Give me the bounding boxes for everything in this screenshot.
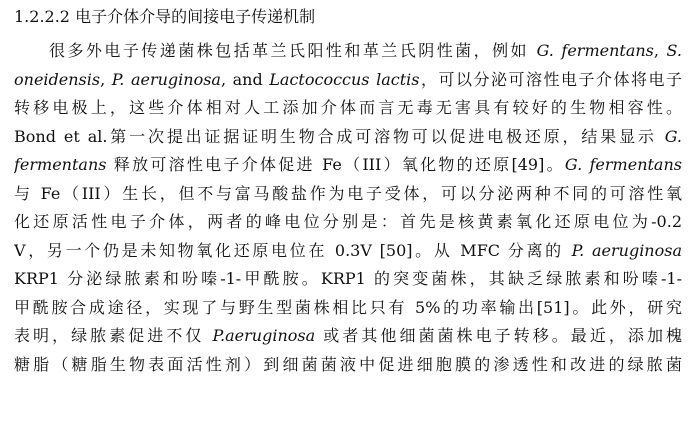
text-line	[14, 37, 682, 66]
italic-species-name: fermentans	[14, 155, 107, 174]
italic-species-name: G. fermentans	[536, 41, 654, 60]
text-run: 与 Fe（III）生长，但不与富马酸盐作为电子受体，可以分泌两种不同的可溶性氧	[14, 183, 682, 203]
text-run: 转移电极上，这些介体相对人工添加介体而言无毒无害具有较好的生物相容性。	[14, 98, 682, 117]
italic-species-name: Lactococcus lactis	[269, 69, 420, 89]
italic-species-name: P.aeruginosa	[212, 326, 316, 345]
text-run: 很多外电子传递菌株包括革兰氏阳性和革兰氏阴性菌，例如	[49, 41, 537, 60]
italic-species-name: oneidensis	[14, 69, 101, 89]
italic-species-name: G.	[664, 126, 682, 146]
text-line	[14, 151, 682, 180]
text-run: ,	[653, 41, 667, 60]
section-heading: 1.2.2.2 电子介体介导的间接电子传递机制	[14, 7, 316, 26]
text-line	[14, 208, 682, 237]
text-line	[14, 66, 682, 95]
text-line	[14, 123, 682, 152]
text-run: KRP1 分泌绿脓素和吩嗪-1-甲酰胺。KRP1 的突变菌株，其缺乏绿脓素和吩嗪-1-	[14, 269, 682, 288]
text-run: 或者其他细菌菌株电子转移。最近，添加槐	[315, 326, 682, 345]
text-line	[14, 294, 682, 323]
italic-species-name: G. fermentans	[564, 155, 682, 174]
text-run: V，另一个仍是未知物氧化还原电位在 0.3V [50]。从 MFC 分离的	[14, 240, 572, 260]
text-line	[14, 265, 682, 294]
text-run: ，可以分泌可溶性电子介体将电子	[419, 69, 682, 89]
text-run: 释放可溶性电子介体促进 Fe（III）氧化物的还原[49]。	[106, 155, 565, 174]
text-run: 化还原活性电子介体，两者的峰电位分别是：首先是核黄素氧化还原电位为-0.2	[14, 212, 682, 231]
text-line	[14, 322, 682, 351]
text-run: ,	[100, 69, 112, 89]
text-line	[14, 351, 682, 380]
italic-species-name: S.	[666, 41, 682, 60]
text-line	[14, 94, 682, 123]
text-line	[14, 180, 682, 209]
text-run: 表明，绿脓素促进不仅	[14, 326, 213, 345]
text-run: Bond et al.第一次提出证据证明生物合成可溶物可以促进电极还原，结果显示	[14, 126, 665, 146]
italic-species-name: P. aeruginosa	[571, 240, 682, 260]
text-run: , and	[220, 69, 270, 89]
text-run: 甲酰胺合成途径，实现了与野生型菌株相比只有 5%的功率输出[51]。此外，研究	[14, 297, 682, 317]
text-run: 糖脂（糖脂生物表面活性剂）到细菌菌液中促进细胞膜的渗透性和改进的绿脓菌	[14, 354, 682, 374]
italic-species-name: P. aeruginosa	[111, 69, 221, 89]
body-paragraph	[14, 37, 682, 379]
text-line	[14, 237, 682, 266]
